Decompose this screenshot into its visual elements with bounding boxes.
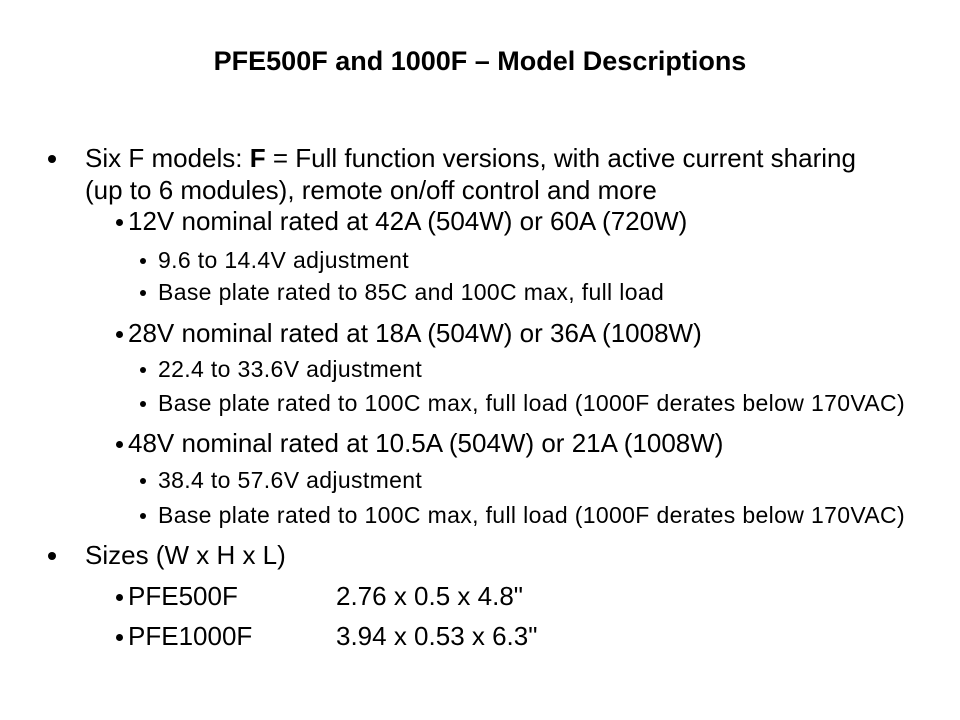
bullet-12v-model [0,206,687,237]
detail-text: Base plate rated to 85C and 100C max, full load [158,279,665,305]
model-dimensions: 3.94 x 0.53 x 6.3" [336,621,538,651]
detail-text: 9.6 to 14.4V adjustment [158,247,409,273]
model-heading: 28V nominal rated at 18A (504W) or 36A (1008W) [128,318,702,348]
bullet-icon [140,478,146,484]
bullet-icon [140,513,146,519]
bullet-icon [116,331,123,338]
intro-suffix: = Full function versions, with active current sharing (up to 6 modules), remote on/off control and more [85,143,856,205]
bullet-icon [116,634,123,641]
detail-12v-baseplate [0,278,664,306]
bullet-icon [140,401,146,407]
detail-28v-baseplate [0,389,905,417]
bullet-48v-model [0,428,723,459]
bullet-icon [48,552,56,560]
detail-text: Base plate rated to 100C max, full load (1000F derates below 170VAC) [158,390,906,416]
model-heading: 12V nominal rated at 42A (504W) or 60A (720W) [128,206,688,236]
model-name: PFE1000F [128,621,253,651]
bullet-icon [140,367,146,373]
bullet-icon [140,290,146,296]
intro-bold-term: F [249,143,266,173]
bullet-icon [116,594,123,601]
detail-48v-adjustment [0,466,422,494]
size-row-pfe1000f [0,621,537,652]
bullet-28v-model [0,318,702,349]
detail-text: 22.4 to 33.6V adjustment [158,356,423,382]
size-row-text [128,581,523,612]
bullet-icon [140,258,146,264]
intro-prefix: Six F models: [85,143,250,173]
page-title: PFE500F and 1000F – Model Descriptions [213,46,747,76]
intro-text [85,142,875,206]
bullet-icon [48,155,56,163]
model-dimensions: 2.76 x 0.5 x 4.8" [336,581,524,611]
size-row-text [128,621,537,652]
detail-text: 38.4 to 57.6V adjustment [158,467,423,493]
detail-48v-baseplate [0,501,905,529]
bullet-icon [116,219,123,226]
bullet-icon [116,441,123,448]
sizes-heading: Sizes (W x H x L) [85,540,286,570]
model-heading: 48V nominal rated at 10.5A (504W) or 21A (1008W) [128,428,724,458]
detail-text: Base plate rated to 100C max, full load (1000F derates below 170VAC) [158,502,906,528]
bullet-sizes [0,539,286,571]
bullet-six-f-models [0,142,875,206]
detail-28v-adjustment [0,355,422,383]
size-row-pfe500f [0,581,523,612]
detail-12v-adjustment [0,246,409,274]
model-name: PFE500F [128,581,238,611]
